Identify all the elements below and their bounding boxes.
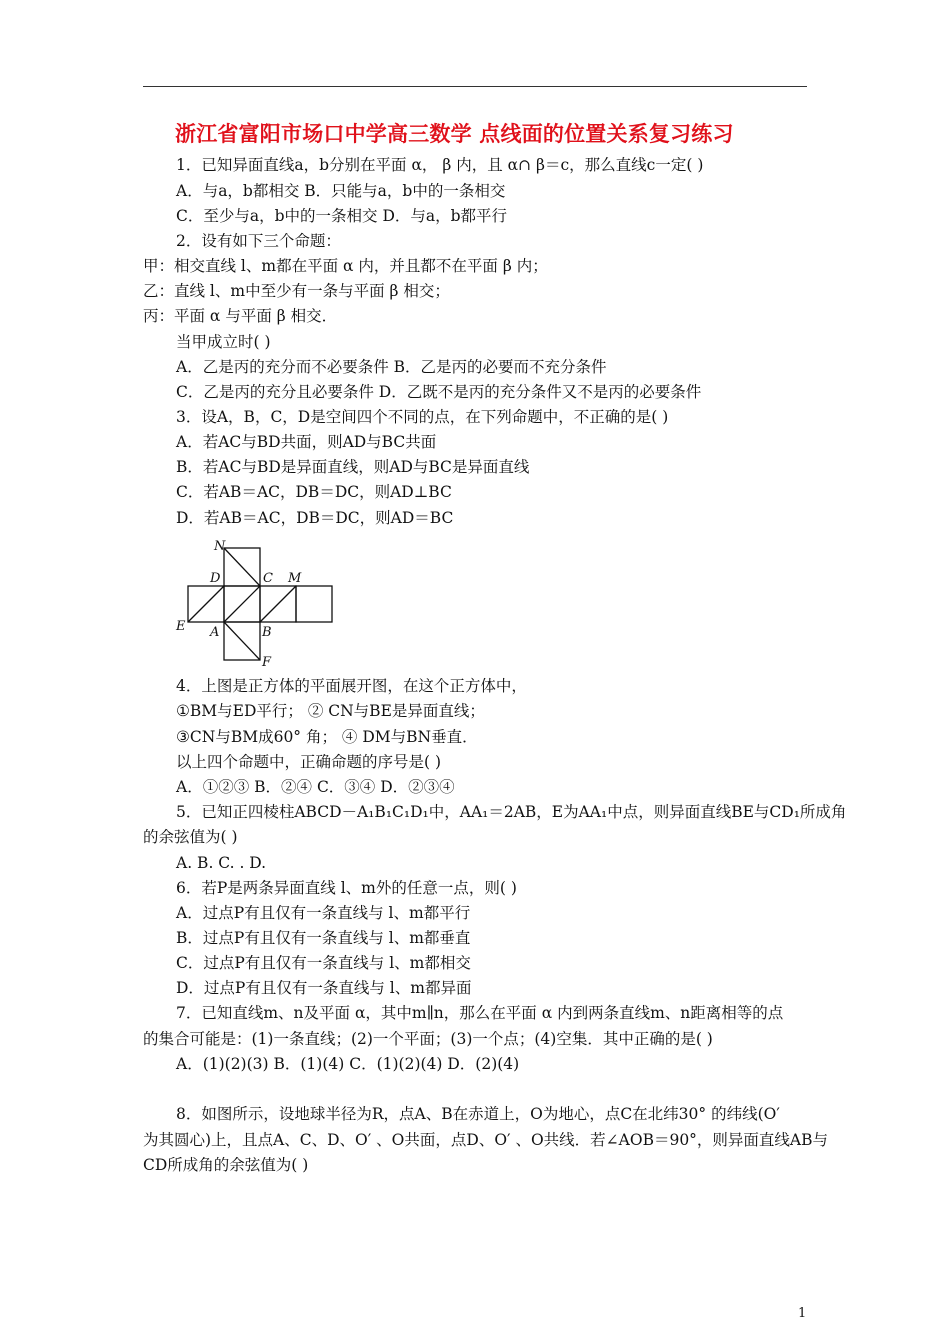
text-line: 为其圆心)上，且点A、C、D、O′ 、O共面，点D、O′ 、O共线．若∠AOB＝90°，则异面直线AB与: [143, 1131, 829, 1149]
text-line: 3．设A，B，C，D是空间四个不同的点，在下列命题中，不正确的是( ): [176, 408, 669, 426]
text-line: A. B. C. . D.: [176, 854, 267, 872]
label-f: F: [262, 655, 272, 668]
label-e: E: [176, 619, 186, 634]
text-line: A．与a，b都相交 B．只能与a，b中的一条相交: [176, 182, 506, 200]
text-line: 1．已知异面直线a，b分别在平面 α， β 内，且 α∩ β＝c，那么直线c一定( ): [176, 156, 704, 174]
text-line: A．若AC与BD共面，则AD与BC共面: [176, 433, 437, 451]
text-line: ③CN与BM成60° 角； ④ DM与BN垂直．: [176, 728, 478, 746]
text-line: D．若AB＝AC，DB＝DC，则AD＝BC: [176, 509, 454, 527]
label-a: A: [210, 625, 220, 640]
text-line: D．过点P有且仅有一条直线与 l、m都异面: [176, 979, 472, 997]
text-line: C．至少与a，b中的一条相交 D．与a，b都平行: [176, 207, 508, 225]
cube-net-figure: [172, 538, 342, 672]
text-line: C．乙是丙的充分且必要条件 D．乙既不是丙的充分条件又不是丙的必要条件: [176, 383, 702, 401]
text-line: A．①②③ B．②④ C．③④ D．②③④: [176, 778, 455, 796]
text-line: CD所成角的余弦值为( ): [143, 1156, 309, 1174]
text-line: B．过点P有且仅有一条直线与 l、m都垂直: [176, 929, 471, 947]
label-c: C: [263, 571, 273, 586]
text-line: 的余弦值为( ): [143, 828, 238, 846]
text-line: C．过点P有且仅有一条直线与 l、m都相交: [176, 954, 471, 972]
text-line: 6．若P是两条异面直线 l、m外的任意一点，则( ): [176, 879, 517, 897]
text-line: ①BM与ED平行； ② CN与BE是异面直线；: [176, 702, 485, 720]
text-line: 4．上图是正方体的平面展开图，在这个正方体中，: [176, 677, 527, 695]
text-line: A．过点P有且仅有一条直线与 l、m都平行: [176, 904, 471, 922]
label-b: B: [262, 625, 272, 640]
text-line: A．乙是丙的充分而不必要条件 B．乙是丙的必要而不充分条件: [176, 358, 607, 376]
cube-net-diagram: [172, 538, 342, 668]
text-line: 2．设有如下三个命题：: [176, 232, 341, 250]
text-line: B．若AC与BD是异面直线，则AD与BC是异面直线: [176, 458, 530, 476]
text-line: 甲：相交直线 l、m都在平面 α 内，并且都不在平面 β 内；: [143, 257, 548, 275]
text-line: 5．已知正四棱柱ABCD－A₁B₁C₁D₁中，AA₁＝2AB，E为AA₁中点，则异面直线BE与CD₁所成角: [176, 803, 847, 821]
text-line: A．(1)(2)(3) B．(1)(4) C．(1)(2)(4) D．(2)(4): [176, 1055, 520, 1073]
text-line: 丙：平面 α 与平面 β 相交．: [143, 307, 338, 325]
page-title: 浙江省富阳市场口中学高三数学 点线面的位置关系复习练习: [175, 121, 734, 146]
label-n: N: [214, 539, 226, 554]
header-rule: [143, 86, 807, 87]
label-d: D: [210, 571, 221, 586]
text-line: 乙：直线 l、m中至少有一条与平面 β 相交；: [143, 282, 450, 300]
text-line: 的集合可能是：(1)一条直线；(2)一个平面；(3)一个点；(4)空集．其中正确的是( ): [143, 1030, 713, 1048]
text-line: 以上四个命题中，正确命题的序号是( ): [176, 753, 442, 771]
text-line: C．若AB＝AC，DB＝DC，则AD⊥BC: [176, 483, 452, 501]
text-line: 当甲成立时( ): [176, 333, 271, 351]
page-number: 1: [798, 1306, 807, 1321]
label-m: M: [288, 571, 302, 586]
text-line: 8．如图所示，设地球半径为R，点A、B在赤道上，O为地心，点C在北纬30° 的纬线(O′: [176, 1105, 780, 1123]
text-line: 7．已知直线m、n及平面 α，其中m∥n，那么在平面 α 内到两条直线m、n距离相等的点: [176, 1004, 784, 1022]
